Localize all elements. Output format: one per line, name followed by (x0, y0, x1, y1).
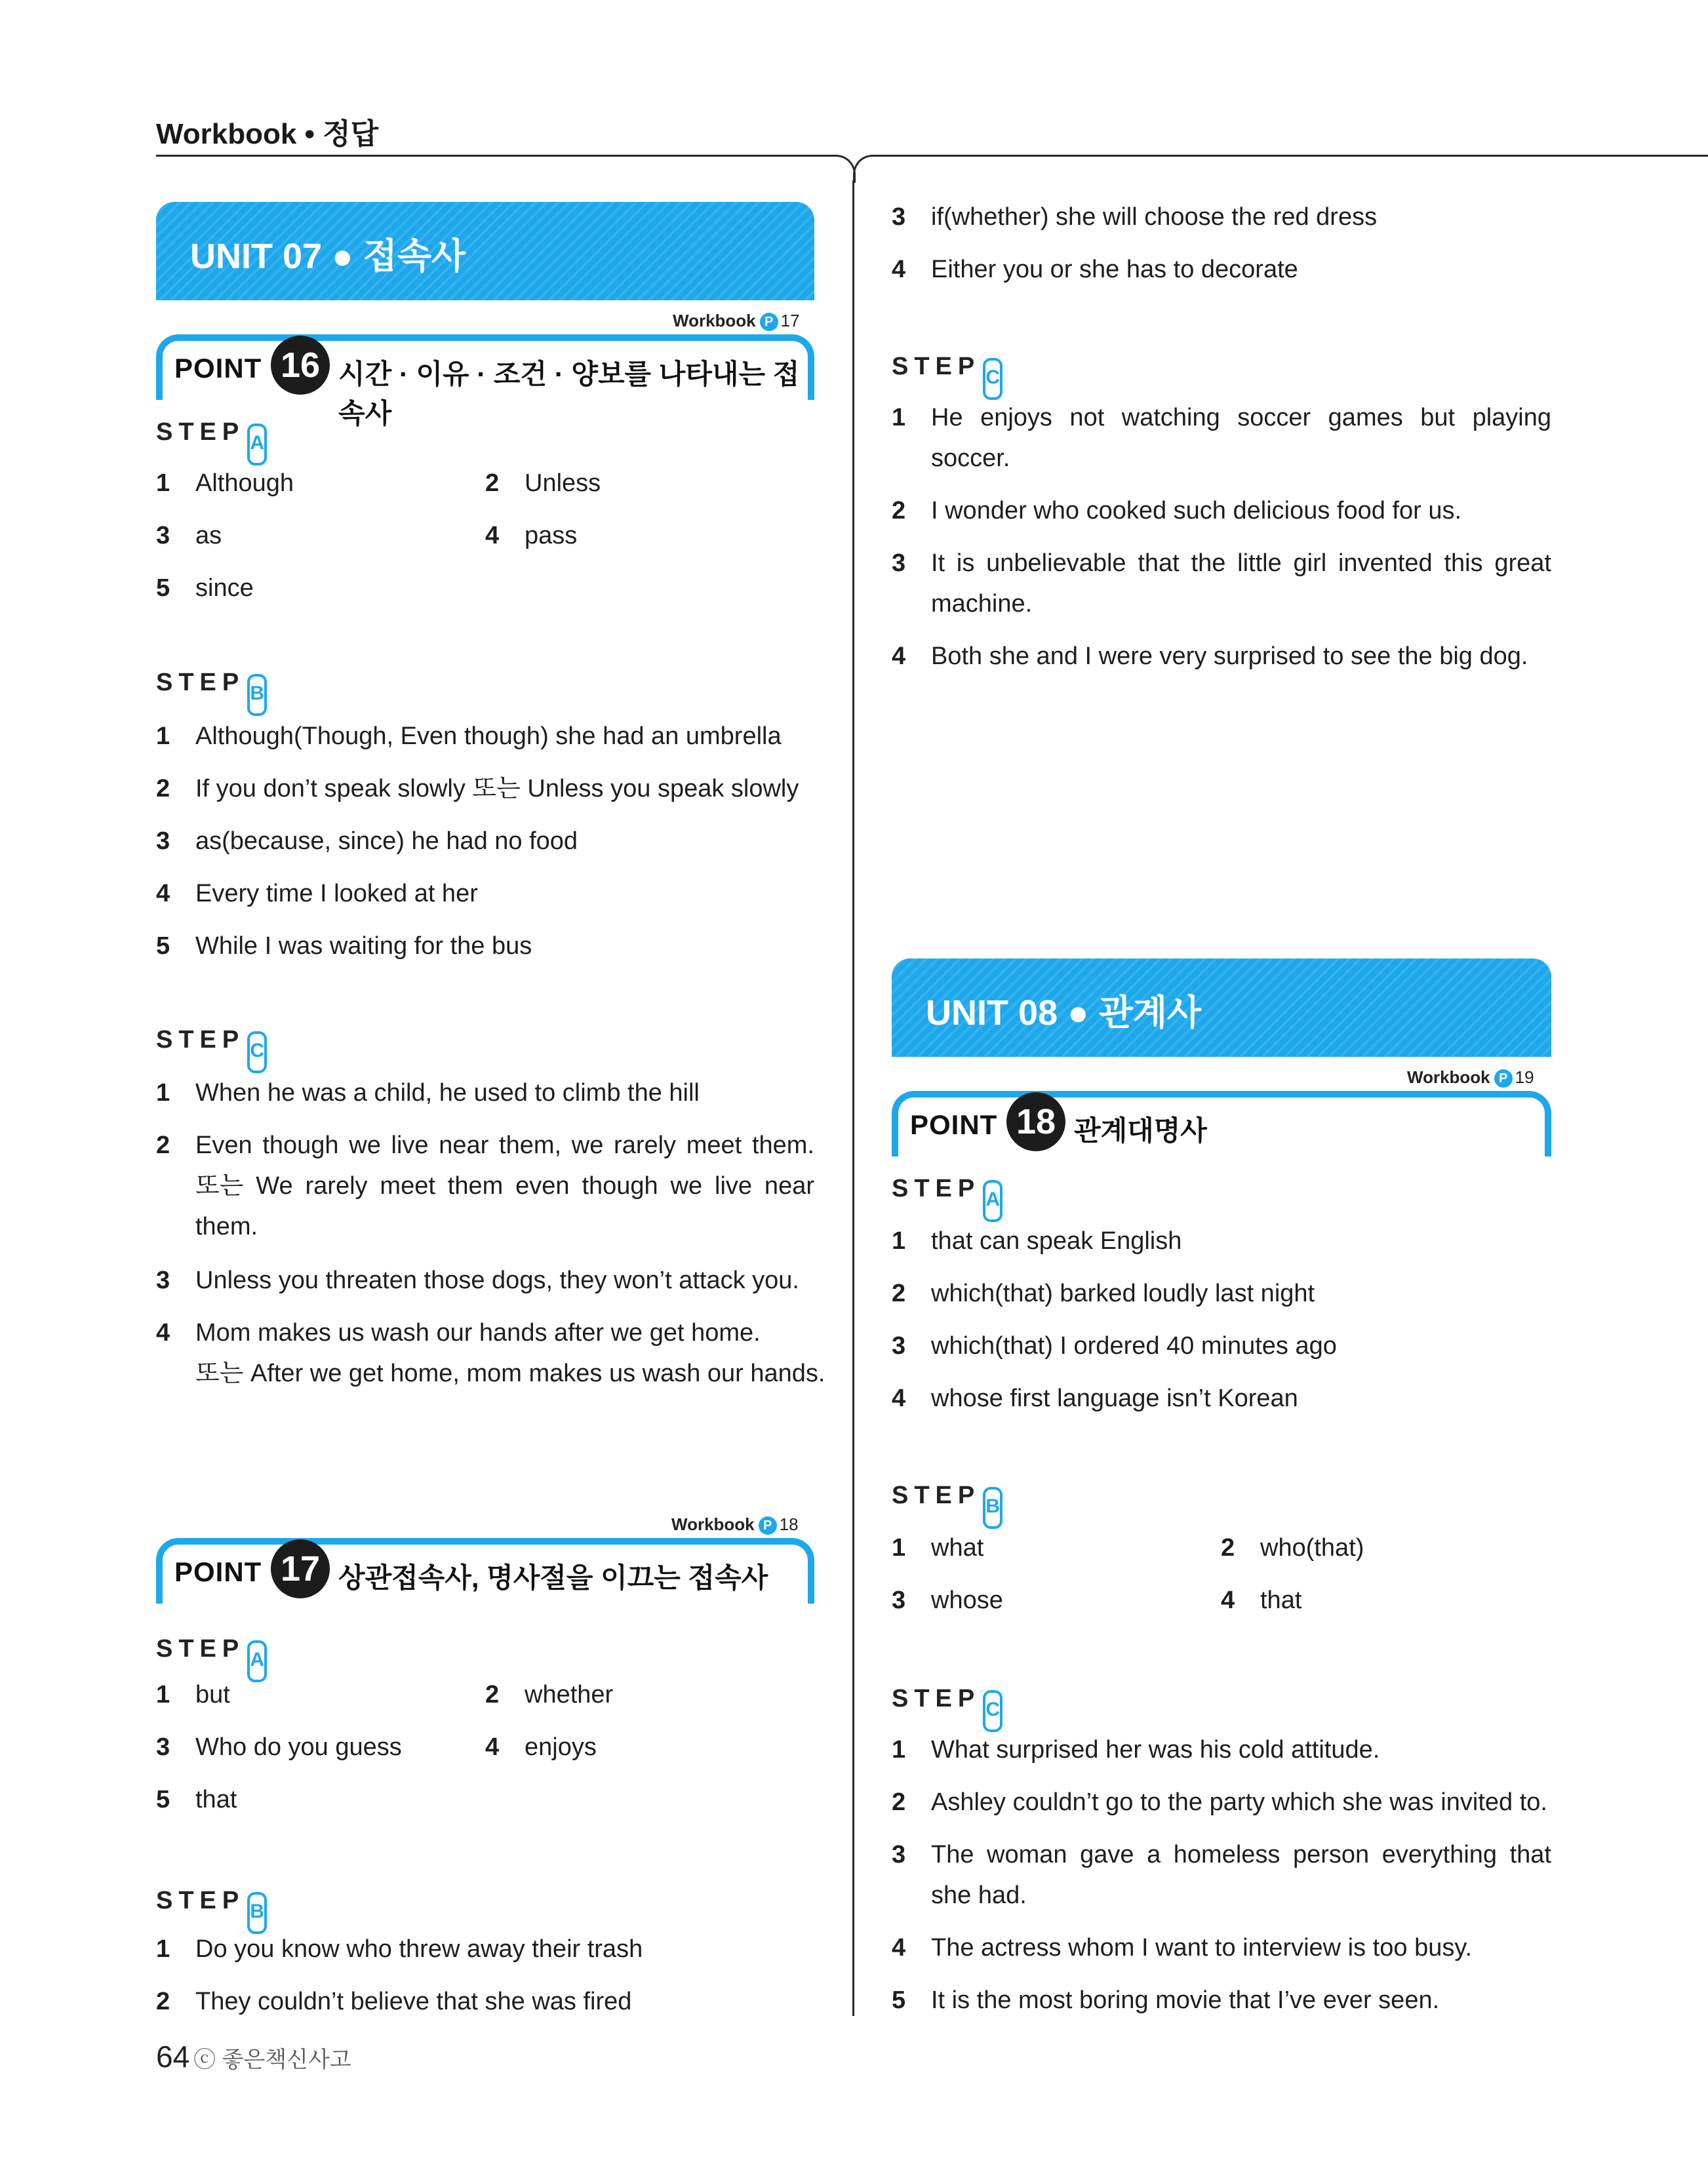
point-18-header (892, 1091, 1551, 1156)
point-label: POINT (174, 353, 262, 384)
header-rule-curve-right (853, 155, 875, 183)
point-number-badge: 16 (271, 336, 330, 395)
unit-title: UNIT 07 ● 접속사 (190, 237, 466, 276)
unit-title: UNIT 08 ● 관계사 (926, 993, 1202, 1033)
step-b-heading (156, 1887, 267, 1934)
point-title: 관계대명사 (1074, 1115, 1207, 1146)
copyright: ⓒ 좋은책신사고 (193, 2047, 351, 2072)
point-number-badge: 18 (1006, 1092, 1065, 1151)
workbook-ref-18 (671, 1514, 799, 1535)
page-footer (156, 2039, 351, 2074)
workbook-ref-19 (1407, 1067, 1534, 1088)
step-a-heading (892, 1175, 1003, 1222)
column-divider (852, 180, 854, 2016)
step-letter-icon: C (983, 1690, 1003, 1732)
unit-07-banner (156, 202, 814, 300)
workbook-label: Workbook (1407, 1067, 1490, 1087)
point-number-badge: 17 (271, 1539, 330, 1598)
step-label: STEP (892, 1482, 981, 1509)
step-letter-icon: B (247, 674, 267, 716)
step-c-heading (892, 353, 1003, 400)
step-letter-icon: C (983, 358, 1003, 400)
page-icon: P (759, 1516, 777, 1535)
step-label: STEP (156, 1887, 245, 1914)
header-rule-left (156, 155, 838, 157)
workbook-label: Workbook (673, 311, 756, 330)
unit-08-banner (892, 958, 1551, 1057)
page-icon: P (1494, 1069, 1513, 1088)
page-number: 64 (156, 2040, 190, 2074)
workbook-label: Workbook (671, 1514, 755, 1534)
step-letter-icon: A (247, 424, 267, 465)
header-rule-right (872, 155, 1708, 157)
point-title: 시간 · 이유 · 조건 · 양보를 나타내는 접속사 (338, 359, 800, 429)
page-num: 17 (780, 311, 800, 330)
step-label: STEP (156, 1635, 245, 1663)
workbook-ref-17 (673, 311, 800, 331)
step-letter-icon: A (983, 1180, 1003, 1222)
page-icon: P (760, 313, 778, 331)
point-label: POINT (174, 1556, 262, 1587)
step-c-heading (156, 1026, 267, 1073)
point-17-header (156, 1538, 814, 1604)
step-label: STEP (156, 1026, 245, 1054)
page-num: 19 (1515, 1067, 1534, 1087)
point-16-header (156, 334, 814, 429)
step-b-heading (892, 1482, 1003, 1529)
step-a-heading (156, 418, 267, 465)
step-label: STEP (892, 353, 981, 380)
step-b-heading (156, 669, 267, 716)
step-letter-icon: C (247, 1031, 267, 1073)
page-num: 18 (779, 1514, 799, 1534)
step-c-heading (892, 1685, 1003, 1732)
page-header: Workbook • 정답 (156, 118, 379, 150)
step-label: STEP (892, 1175, 981, 1202)
step-label: STEP (156, 418, 245, 446)
step-label: STEP (892, 1685, 981, 1712)
step-letter-icon: B (983, 1487, 1003, 1529)
point-title: 상관접속사, 명사절을 이끄는 접속사 (338, 1562, 768, 1593)
step-label: STEP (156, 669, 245, 696)
point-label: POINT (910, 1109, 998, 1140)
step-letter-icon: A (247, 1640, 267, 1682)
step-letter-icon: B (247, 1892, 267, 1934)
